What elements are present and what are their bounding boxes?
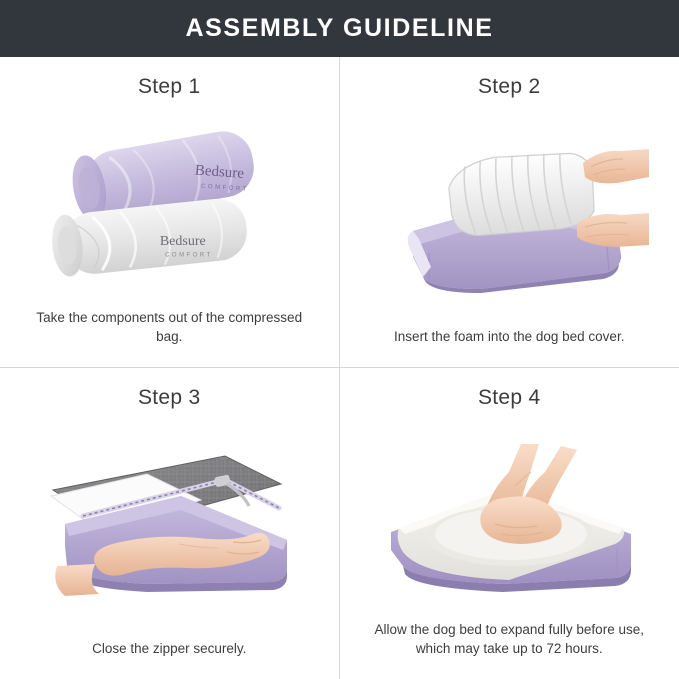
step-3-caption: Close the zipper securely. [92,641,247,657]
brand-label-bottom: Bedsure [160,233,206,249]
step-cell-3 [0,368,340,679]
step-1-title: Step 1 [137,75,201,98]
step-cell-4 [340,368,679,679]
step-cell-1 [0,57,340,368]
step-4-title: Step 4 [477,386,541,409]
brand-label-top: Bedsure [194,162,245,182]
brand-sub-bottom: COMFORT [165,252,214,259]
header-bar [0,0,679,57]
step-cell-2 [340,57,679,368]
page-title: ASSEMBLY GUIDELINE [185,14,494,42]
step-3-title: Step 3 [137,386,201,409]
step-4-illustration [358,412,662,620]
expand-bed-illustration [369,428,649,603]
close-zipper-illustration [29,438,309,613]
step-2-caption: Insert the foam into the dog bed cover. [394,329,625,345]
step-2-title: Step 2 [477,75,541,98]
brand-sub-top: COMFORT [201,183,250,193]
step-1-caption: Take the components out of the compressed bag. [36,309,303,345]
step-1-illustration [18,101,321,308]
step-2-illustration [358,101,662,327]
insert-foam-illustration [369,127,649,302]
step-3-illustration [18,412,321,639]
steps-grid [0,57,679,679]
compressed-rolls-illustration [39,117,299,292]
step-4-caption: Allow the dog bed to expand fully before use, which may take up to 72 hours. [374,621,644,657]
